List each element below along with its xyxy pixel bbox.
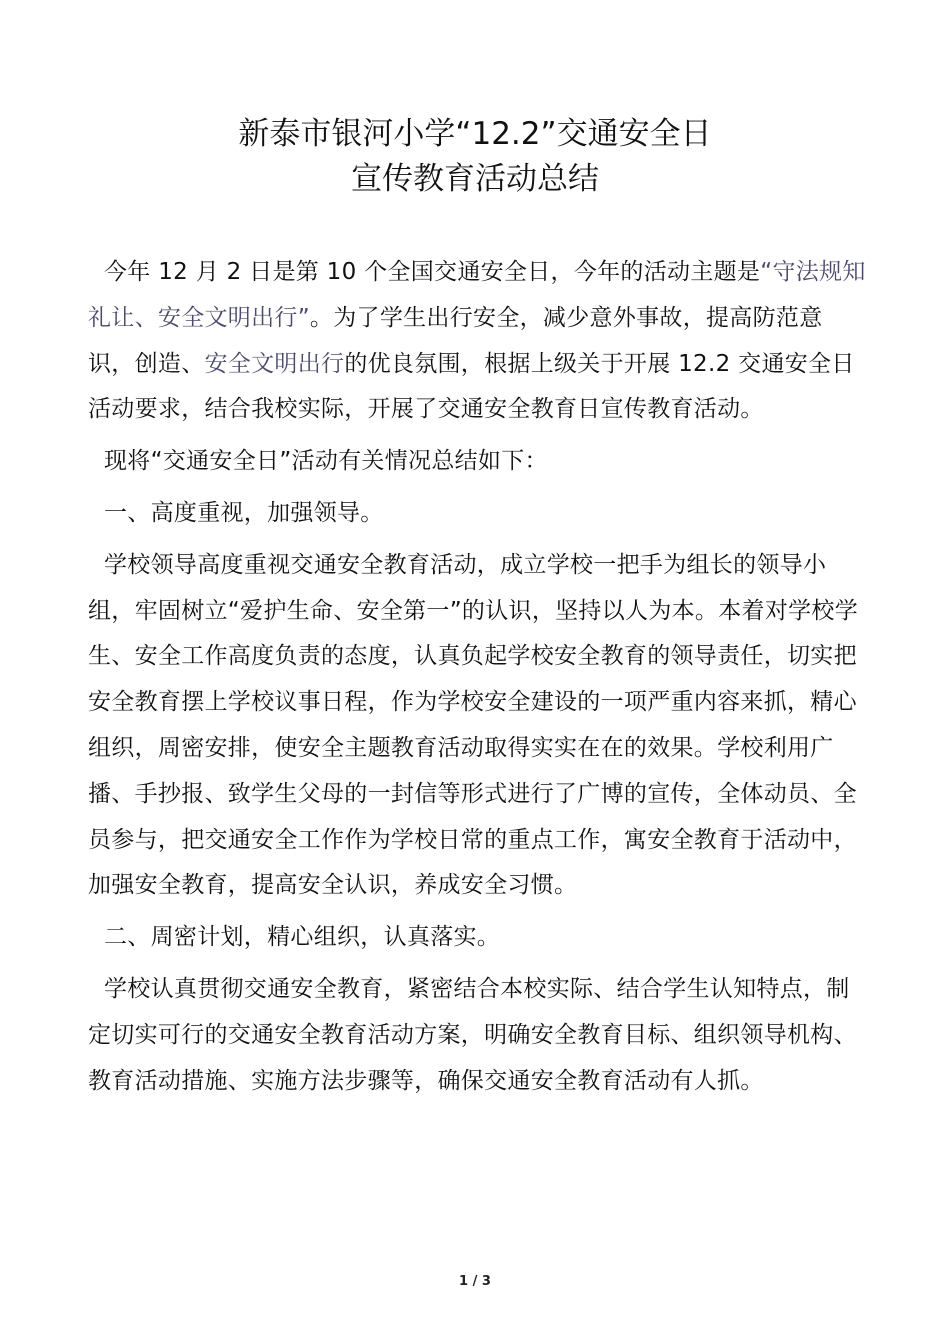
page-indicator: 1 / 3 — [459, 1274, 491, 1289]
intro-paragraph — [88, 250, 868, 433]
theme-link: “守法规知礼让、安全文明出行” — [88, 259, 866, 331]
summary-lead: 现将“交通安全日”活动有关情况总结如下： — [104, 448, 548, 475]
document-body — [88, 250, 868, 1104]
intro-text-1: 今年 12 月 2 日是第 10 个全国交通安全日，今年的活动主题是 — [104, 259, 761, 285]
section-2-heading: 二、周密计划，精心组织，认真落实。 — [104, 924, 501, 951]
title-line-1: 新泰市银河小学“12.2”交通安全日 — [238, 116, 712, 152]
title-line-2: 宣传教育活动总结 — [351, 161, 599, 197]
safe-travel-link: 安全文明出行 — [204, 350, 345, 377]
intro-text-2: 。为了学生出行安全，减少意外事故，提高防范意识，创造、 — [88, 304, 823, 377]
section-2-paragraph: 学校认真贯彻交通安全教育，紧密结合本校实际、结合学生认知特点，制定切实可行的交通安全教育活动方案，明确安全教育目标、组织领导机构、教育活动措施、实施方法步骤等，确保交通安全教育活动有人抓。 — [88, 975, 857, 1094]
section-1-paragraph: 学校领导高度重视交通安全教育活动，成立学校一把手为组长的领导小组，牢固树立“爱护生命、安全第一”的认识，坚持以人为本。本着对学校学生、安全工作高度负责的态度，认真负起学校安全教育的领导责任，切实把安全教育摆上学校议事日程，作为学校安全建设的一项严重内容来抓，精心组织，周密安排，使安全主题教育活动取得实实在在的效果。学校利用广播、手抄报、致学生父母的一封信等形式进行了广博的宣传，全体动员、全员参与，把交通安全工作作为学校日常的重点工作，寓安全教育于活动中，加强安全教育，提高安全认识，养成安全习惯。 — [88, 551, 859, 899]
section-1-heading: 一、高度重视，加强领导。 — [104, 499, 384, 526]
document-title — [0, 112, 950, 202]
intro-text-3: 的优良氛围，根据上级关于开展 12.2 交通安全日活动要求，结合我校实际，开展了交通安全教育日宣传教育活动。 — [88, 350, 855, 423]
